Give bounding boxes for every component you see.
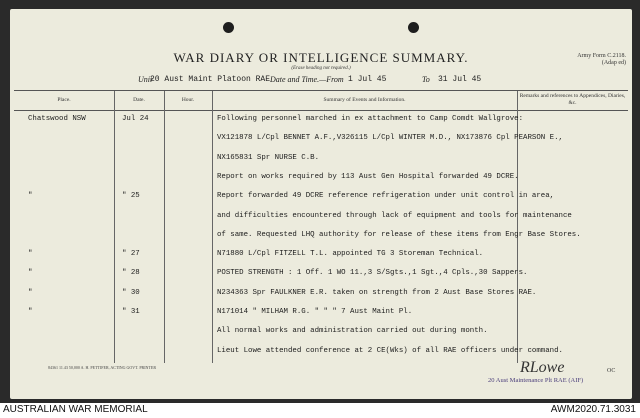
printer-imprint: 84361 11.43 50,000 A. H. PETTIFER, ACTING GOVT. PRINTER <box>48 365 156 370</box>
erase-note: (Erase heading not required.) <box>291 66 351 71</box>
oc-label: OC <box>607 368 616 374</box>
column-divider <box>212 91 213 363</box>
entry-text: Report forwarded 49 DCRE reference refrigeration under unit control in area, <box>217 192 555 201</box>
form-number-label: Army Form C.2118. <box>577 53 626 59</box>
caption-left: AUSTRALIAN WAR MEMORIAL <box>3 404 148 415</box>
column-header-hour: Hour. <box>181 97 195 103</box>
caption-bar <box>0 403 640 418</box>
entry-text: N171014 " MILHAM R.G. " " " 7 Aust Maint Pl. <box>217 308 413 316</box>
date-from: 1 Jul 45 <box>348 75 387 84</box>
entry-text: NX165831 Spr NURSE C.B. <box>217 153 320 162</box>
unit-line <box>10 75 632 87</box>
entry-text: and difficulties encountered through lack of equipment and tools for maintenance <box>217 211 572 220</box>
entry-date: " 30 <box>122 288 140 297</box>
unit-value: 20 Aust Maint Platoon RAE <box>150 75 271 84</box>
entry-place: " <box>28 250 33 259</box>
entry-date: Jul 24 <box>122 115 149 123</box>
entry-text: VX121878 L/Cpl BENNET A.F.,V326115 L/Cpl WINTER M.D., NX173876 Cpl PEARSON E., <box>217 134 563 143</box>
entry-text: POSTED STRENGTH : 1 Off. 1 WO 11.,3 S/Sgts.,1 Sgt.,4 Cpls.,30 Sappers. <box>217 269 528 278</box>
entry-date: " 27 <box>122 250 140 259</box>
column-header-remarks: Remarks and references to Appendices, Diaries, &c. <box>519 93 626 106</box>
date-label: Date and Time.—From <box>270 75 344 84</box>
column-divider <box>164 91 165 363</box>
punch-hole <box>223 22 234 33</box>
document-title: WAR DIARY OR INTELLIGENCE SUMMARY. <box>173 50 469 65</box>
entry-place: Chatswood NSW <box>28 115 86 123</box>
entry-place: " <box>28 288 33 297</box>
column-header-summary: Summary of Events and Information. <box>323 97 406 103</box>
column-divider <box>114 91 115 363</box>
column-divider <box>517 91 518 363</box>
entry-text: All normal works and administration carried out during month. <box>217 327 488 336</box>
date-to: 31 Jul 45 <box>438 75 482 84</box>
entry-date: " 31 <box>122 308 140 316</box>
column-header-date: Date. <box>133 97 145 103</box>
form-number <box>577 53 626 67</box>
entry-text: N71880 L/Cpl FITZELL T.L. appointed TG 3 Storeman Technical. <box>217 250 484 259</box>
entry-text: Report on works required by 113 Aust Gen Hospital forwarded 49 DCRE. <box>217 172 519 181</box>
entry-date: " 25 <box>122 192 140 201</box>
unit-stamp: 20 Aust Maintenance Plt RAE (AIF) <box>488 377 584 384</box>
entry-text: N234363 Spr FAULKNER E.R. taken on strength from 2 Aust Base Stores RAE. <box>217 288 537 297</box>
entry-text: of same. Requested LHQ authority for release of these items from Engr Base Stores. <box>217 230 581 239</box>
entry-place: " <box>28 269 33 278</box>
entry-text: Lieut Lowe attended conference at 2 CE(Wks) of all RAE officers under command. <box>217 346 563 355</box>
entry-place: " <box>28 192 33 201</box>
entry-place: " <box>28 308 33 316</box>
table-top-rule <box>14 90 628 91</box>
diary-sheet <box>10 9 632 399</box>
punch-hole <box>408 22 419 33</box>
column-header-place: Place. <box>57 97 71 103</box>
officer-signature: RLowe <box>520 359 565 376</box>
entry-text: Following personnel marched in ex attachment to Camp Comdt Wallgrove: <box>217 115 524 123</box>
to-label: To <box>422 75 430 84</box>
form-number-sub: (Adap ed) <box>601 60 626 66</box>
entry-date: " 28 <box>122 269 140 278</box>
caption-right: AWM2020.71.3031 <box>550 404 636 415</box>
unit-label: Unit <box>138 75 153 84</box>
table-header-rule <box>14 110 628 111</box>
